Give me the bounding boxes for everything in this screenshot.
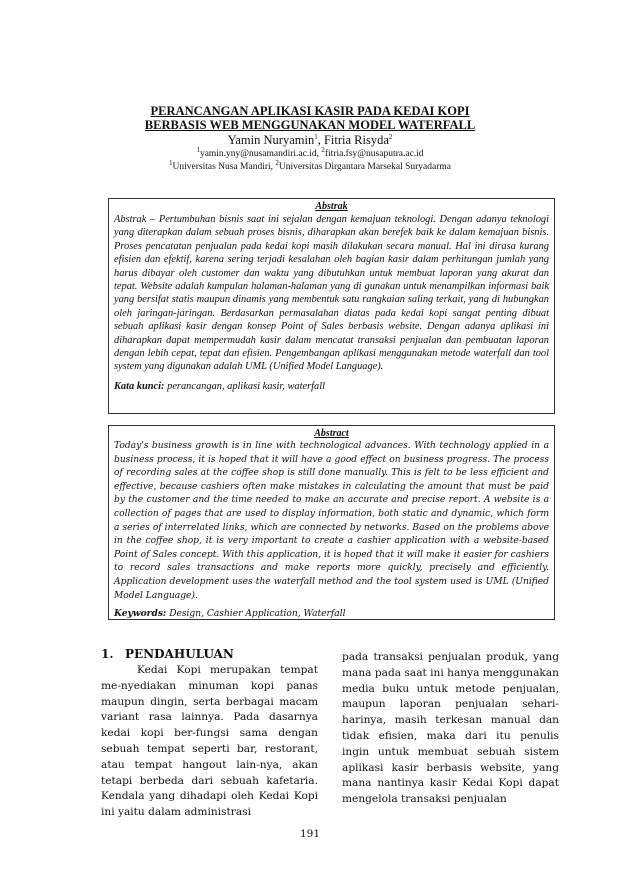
kata-kunci: [114, 381, 549, 392]
kata-kunci-label: Kata kunci:: [114, 380, 165, 392]
abstract-text: Today's business growth is in line with technological advances. With technology applied in a business process, it is hoped that it will have a good effect on business progress. The process of recording sales at the coffee shop is still done manually. This is felt to be less efficient and effective, because cashiers often make mistakes in calculating the amount that must be paid by the customer and the time needed to make an accurate and precise report. A website is a collection of pages that are used to display information, both static and dynamic, which form a series of interrelated links, which are connected by networks. Based on the problems above in the coffee shop, it is very important to create a cashier application with a website-based Point of Sales concept. With this application, it is hoped that it will make it easier for cashiers to record sales transactions and make reports more quickly, precisely and efficiently. Application development uses the waterfall method and the tool system used is UML (Unified Model Language).: [114, 441, 549, 601]
kata-kunci-values: perancangan, aplikasi kasir, waterfall: [164, 380, 326, 392]
affil-mark: 1: [169, 158, 173, 167]
author-emails: [100, 145, 520, 159]
author-affil-mark: 2: [388, 132, 393, 141]
author-name: Fitria Risyda: [323, 133, 389, 147]
title-line-2: BERBASIS WEB MENGGUNAKAN MODEL WATERFALL: [144, 118, 476, 132]
abstract-heading: Abstract: [314, 428, 349, 439]
body-column-right: pada transaksi penjualan produk, yang mana pada saat ini hanya menggunakan media buku untuk metode penjualan, maupun laporan penjualan sehari-harinya, masih terkesan manual dan tidak efisien, maka dari itu penulis ingin untuk membuat sebuah sistem aplikasi kasir berbasis website, yang mana nantinya kasir Kedai Kopi dapat mengelola transaksi penjualan: [342, 651, 559, 806]
author-affiliations: [100, 158, 520, 172]
body-column-left: Kedai Kopi merupakan tempat me-nyediakan minuman kopi panas maupun dingin, serta berbagai macam variant rasa lainnya. Pada dasarnya kedai kopi ber-fungsi sama dengan sebuah tempat seperti bar, restorant, atau tempat hangout lain-nya, akan tetapi berbeda dari sebuah kafetaria. Kendala yang dihadapi oleh Kedai Kopi ini yaitu dalam administrasi: [101, 664, 318, 819]
title-line-1: PERANCANGAN APLIKASI KASIR PADA KEDAI KOPI: [150, 104, 470, 118]
keywords: [114, 608, 549, 619]
section-title: PENDAHULUAN: [125, 647, 234, 661]
paper-title: [100, 104, 520, 132]
email-mark: 2: [321, 145, 325, 154]
abstrak-text: Abstrak – Pertumbuhan bisnis saat ini sejalan dengan kemajuan teknologi. Dengan adanya teknologi yang diterapkan dalam sebuah proses bisnis, diharapkan akan berefek baik ke dalam kemajuan bisnis. Proses pencatatan penjualan pada kedai kopi masih dilakukan secara manual. Hal ini dirasa kurang efisien dan efektif, karena sering terjadi kesalahan oleh bagian kasir dalam perhitungan jumlah yang harus dibayar oleh customer dan waktu yang dibutuhkan untuk membuat laporan yang akurat dan tepat. Website adalah kumpulan halaman-halaman yang di gunakan untuk menampilkan informasi baik yang bersifat statis maupun dinamis yang membentuk satu rangkaian saling terkait, yang di hubungkan oleh jaringan-jaringan. Berdasarkan permasalahan diatas pada kedai kopi sangat penting dibuat sebuah aplikasi kasir dengan konsep Point of Sales berbasis website. Dengan adanya aplikasi ini diharapkan dapat mempermudah kasir dalam mencatat transaksi penjualan dan pembuatan laporan dengan lebih cepat, tepat dan efisien. Pengembangan aplikasi menggunakan metode waterfall dan tool system yang digunakan adalah UML (Unified Model Language).: [114, 214, 549, 373]
email-mark: 1: [196, 145, 200, 154]
affiliation: Universitas Dirgantara Marsekal Suryadarma: [278, 162, 451, 172]
abstrak-heading: Abstrak: [315, 201, 348, 212]
affiliation: Universitas Nusa Mandiri,: [172, 162, 276, 172]
keywords-values: Design, Cashier Application, Waterfall: [166, 609, 346, 620]
author-name: Yamin Nuryamin: [227, 133, 315, 147]
abstrak-box: [108, 198, 555, 414]
section-heading: [101, 647, 234, 661]
author-list: [100, 133, 520, 148]
section-number: 1.: [101, 647, 114, 661]
author-separator: ,: [317, 133, 324, 147]
author-email: yamin.yny@nusamandiri.ac.id,: [199, 149, 322, 159]
author-email: fitria.fsy@nusaputra.ac.id: [324, 149, 424, 159]
abstract-box: [108, 425, 555, 620]
affil-mark: 2: [275, 158, 279, 167]
keywords-label: Keywords:: [114, 608, 167, 620]
page-number: 191: [299, 828, 321, 840]
author-affil-mark: 1: [314, 132, 318, 141]
